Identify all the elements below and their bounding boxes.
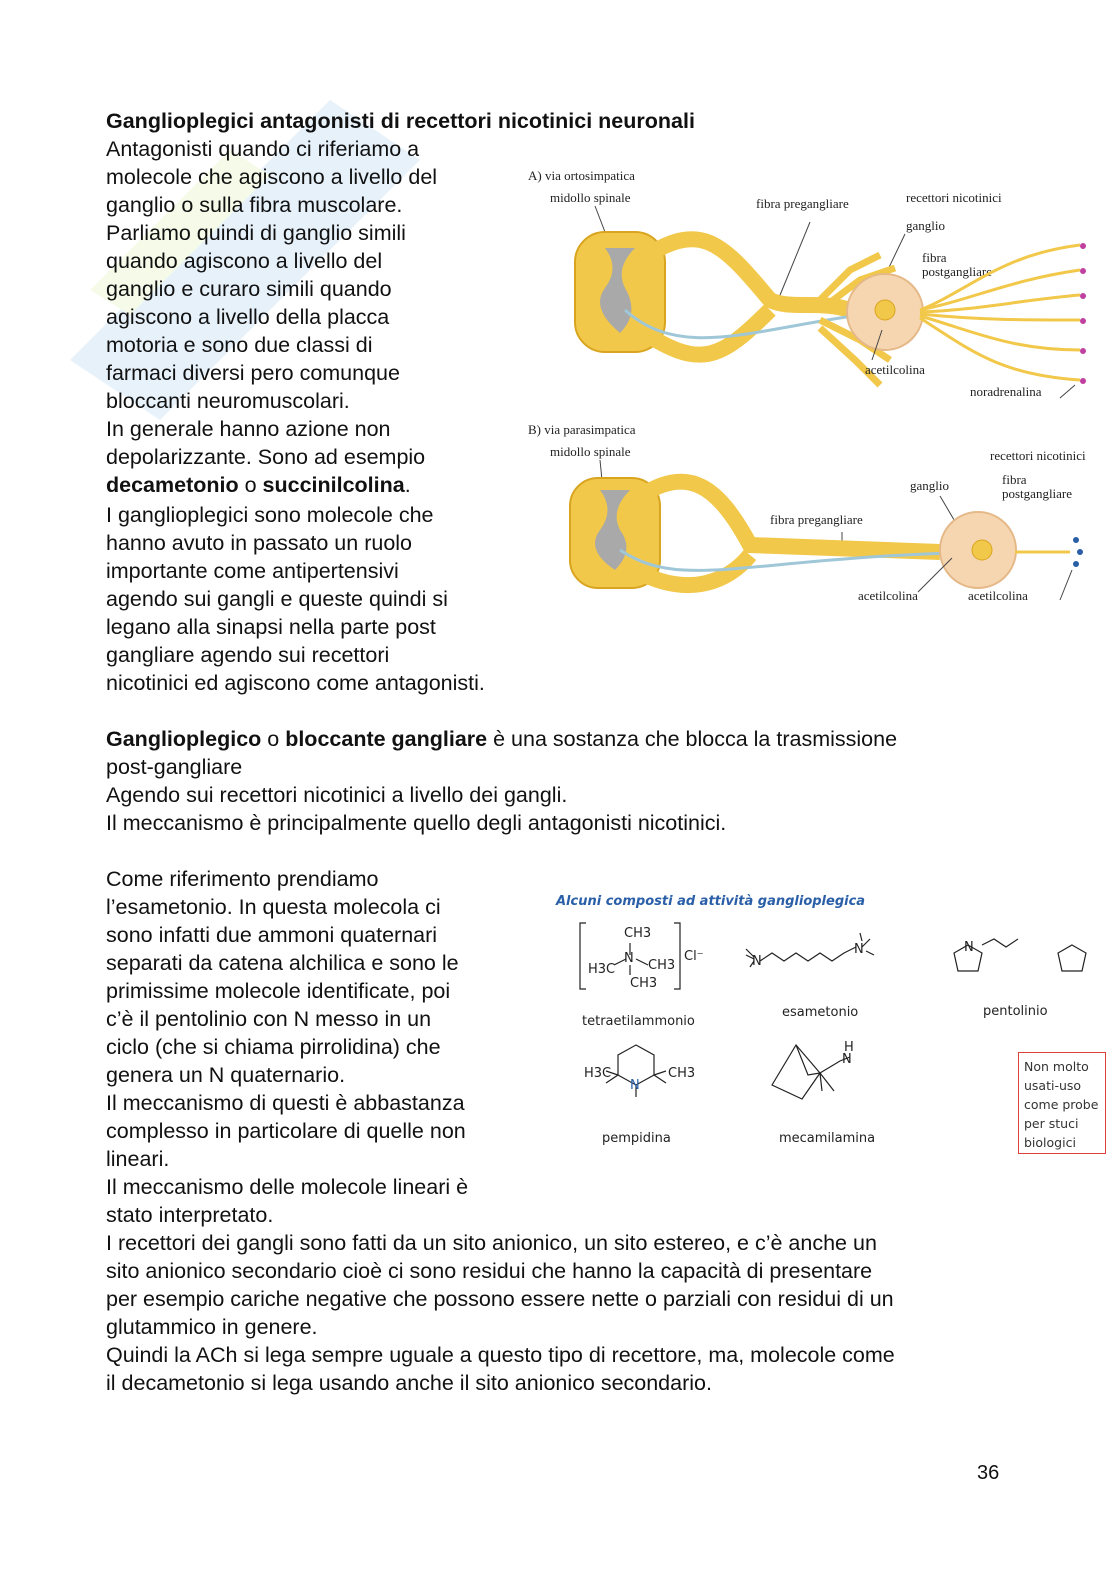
panel-a-midollo-label: midollo spinale: [550, 190, 631, 205]
paragraph-line: Come riferimento prendiamo: [106, 867, 379, 891]
panel-b-acetilcolina-label-2: acetilcolina: [968, 588, 1028, 603]
paragraph-line: agendo sui gangli e queste quindi si: [106, 587, 448, 611]
drug-decametonio: decametonio: [106, 473, 239, 497]
term-ganglioplegico: Ganglioplegico: [106, 727, 262, 751]
paragraph-line: il decametonio si lega usando anche il sito anionico secondario.: [106, 1371, 712, 1395]
paragraph-line: legano alla sinapsi nella parte post: [106, 615, 436, 639]
paragraph-line: Il meccanismo delle molecole lineari è: [106, 1175, 469, 1199]
panel-b-fibra-post-label-2: postgangliare: [1002, 486, 1073, 501]
term-bloccante-gangliare: bloccante gangliare: [285, 727, 488, 751]
paragraph-line: In generale hanno azione non: [106, 417, 391, 441]
receptors-a: [1080, 243, 1086, 384]
compound-pempidina: pempidina: [602, 1131, 671, 1146]
panel-b-recettori-label: recettori nicotinici: [990, 448, 1086, 463]
paragraph-line: lineari.: [106, 1147, 170, 1171]
paragraph-line: glutammico in genere.: [106, 1315, 318, 1339]
pentolinium-structure: [954, 939, 1086, 971]
section-title: Ganglioplegici antagonisti di recettori nicotinici neuronali: [106, 109, 695, 133]
note-line: Non molto: [1024, 1059, 1089, 1074]
paragraph-line: separati da catena alchilica e sono le: [106, 951, 459, 975]
compound-pentolinio: pentolinio: [983, 1004, 1048, 1019]
atom-label: CH3: [624, 926, 652, 941]
atom-label: N: [630, 1078, 640, 1093]
autonomic-pathways-figure: [520, 160, 1110, 610]
atom-label: Cl⁻: [684, 949, 704, 964]
annotation-note: [1018, 1052, 1106, 1154]
atom-label: N: [854, 942, 864, 957]
panel-a-fibra-pre-label: fibra pregangliare: [756, 196, 849, 211]
conjunction: o: [238, 473, 263, 497]
paragraph-line: stato interpretato.: [106, 1203, 274, 1227]
panel-b-title: B) via parasimpatica: [528, 422, 636, 437]
atom-label: N: [624, 951, 634, 966]
compounds-title: Alcuni composti ad attività ganglioplegica: [556, 894, 866, 909]
paragraph-line: post-gangliare: [106, 755, 243, 779]
conjunction: o: [261, 727, 286, 751]
paragraph-line: gangliare agendo sui recettori: [106, 643, 390, 667]
paragraph-line: I ganglioplegici sono molecole che: [106, 503, 434, 527]
panel-b-ganglio-label: ganglio: [910, 478, 949, 493]
paragraph-line: Quindi la ACh si lega sempre uguale a questo tipo di recettore, ma, molecole come: [106, 1343, 895, 1367]
paragraph-line: I recettori dei gangli sono fatti da un sito anionico, un sito estereo, e c’è anche un: [106, 1231, 877, 1255]
paragraph-line: per esempio cariche negative che possono essere nette o parziali con residui di un: [106, 1287, 894, 1311]
panel-a-fibra-post-label-1: fibra: [922, 250, 947, 265]
paragraph-line: Agendo sui recettori nicotinici a livello dei gangli.: [106, 783, 568, 807]
compound-esametonio: esametonio: [782, 1005, 859, 1020]
note-line: come probe: [1024, 1097, 1099, 1112]
paragraph-line: importante come antipertensivi: [106, 559, 399, 583]
paragraph-line: farmaci diversi pero comunque: [106, 361, 400, 385]
panel-a-acetilcolina-label: acetilcolina: [865, 362, 925, 377]
page-number: 36: [977, 1462, 1000, 1484]
panel-b-midollo-label: midollo spinale: [550, 444, 631, 459]
mecamylamine-structure: [772, 1045, 850, 1099]
paragraph-line: molecole che agiscono a livello del: [106, 165, 438, 189]
paragraph-line: Parliamo quindi di ganglio simili: [106, 221, 406, 245]
panel-a-recettori-label: recettori nicotinici: [906, 190, 1002, 205]
atom-label: CH3: [648, 958, 676, 973]
atom-label: N: [842, 1052, 852, 1067]
atom-label: H3C: [584, 1066, 612, 1081]
paragraph-line: hanno avuto in passato un ruolo: [106, 531, 413, 555]
atom-label: CH3: [668, 1066, 696, 1081]
paragraph-line: ganglio e curaro simili quando: [106, 277, 392, 301]
paragraph-line: nicotinici ed agiscono come antagonisti.: [106, 671, 485, 695]
paragraph-line: bloccanti neuromuscolari.: [106, 389, 350, 413]
definition-line: [106, 726, 897, 754]
paragraph-line: ganglio o sulla fibra muscolare.: [106, 193, 403, 217]
paragraph-line: genera un N quaternario.: [106, 1063, 346, 1087]
examples-line: [106, 472, 411, 500]
paragraph-line: complesso in particolare di quelle non: [106, 1119, 466, 1143]
period: .: [404, 473, 411, 497]
panel-b-fibra-pre-label: fibra pregangliare: [770, 512, 863, 527]
atom-label: CH3: [630, 976, 658, 991]
drug-succinilcolina: succinilcolina: [262, 473, 405, 497]
paragraph-line: ciclo (che si chiama pirrolidina) che: [106, 1035, 441, 1059]
paragraph-line: motoria e sono due classi di: [106, 333, 373, 357]
paragraph-line: sito anionico secondario cioè ci sono residui che hanno la capacità di presentare: [106, 1259, 873, 1283]
atom-label: N: [964, 940, 974, 955]
paragraph-line: primissime molecole identificate, poi: [106, 979, 451, 1003]
paragraph-line: quando agiscono a livello del: [106, 249, 383, 273]
paragraph-line: Antagonisti quando ci riferiamo a: [106, 137, 420, 161]
panel-b-fibra-post-label-1: fibra: [1002, 472, 1027, 487]
atom-label: N: [752, 954, 762, 969]
definition-rest: è una sostanza che blocca la trasmissione: [487, 727, 898, 751]
atom-label: H3C: [588, 962, 616, 977]
atom-label: H: [844, 1040, 854, 1055]
paragraph-line: l’esametonio. In questa molecola ci: [106, 895, 441, 919]
receptors-b: [1073, 537, 1083, 567]
panel-a-fibra-post-label-2: postgangliare: [922, 264, 993, 279]
panel-a-title: A) via ortosimpatica: [528, 168, 635, 183]
note-line: biologici: [1024, 1135, 1076, 1150]
panel-b-acetilcolina-label-1: acetilcolina: [858, 588, 918, 603]
note-line: per stuci: [1024, 1116, 1079, 1131]
ganglioplegic-compounds-figure: [550, 885, 1048, 1155]
paragraph-line: depolarizzante. Sono ad esempio: [106, 445, 426, 469]
panel-a-ganglio-label: ganglio: [906, 218, 945, 233]
compound-tetraetilammonio: tetraetilammonio: [582, 1014, 695, 1029]
paragraph-line: c’è il pentolinio con N messo in un: [106, 1007, 432, 1031]
panel-a-noradrenalina-label: noradrenalina: [970, 384, 1042, 399]
paragraph-line: agiscono a livello della placca: [106, 305, 390, 329]
compound-mecamilamina: mecamilamina: [779, 1131, 876, 1146]
paragraph-line: Il meccanismo è principalmente quello degli antagonisti nicotinici.: [106, 811, 727, 835]
paragraph-line: sono infatti due ammoni quaternari: [106, 923, 438, 947]
note-line: usati-uso: [1024, 1078, 1082, 1093]
paragraph-line: Il meccanismo di questi è abbastanza: [106, 1091, 465, 1115]
